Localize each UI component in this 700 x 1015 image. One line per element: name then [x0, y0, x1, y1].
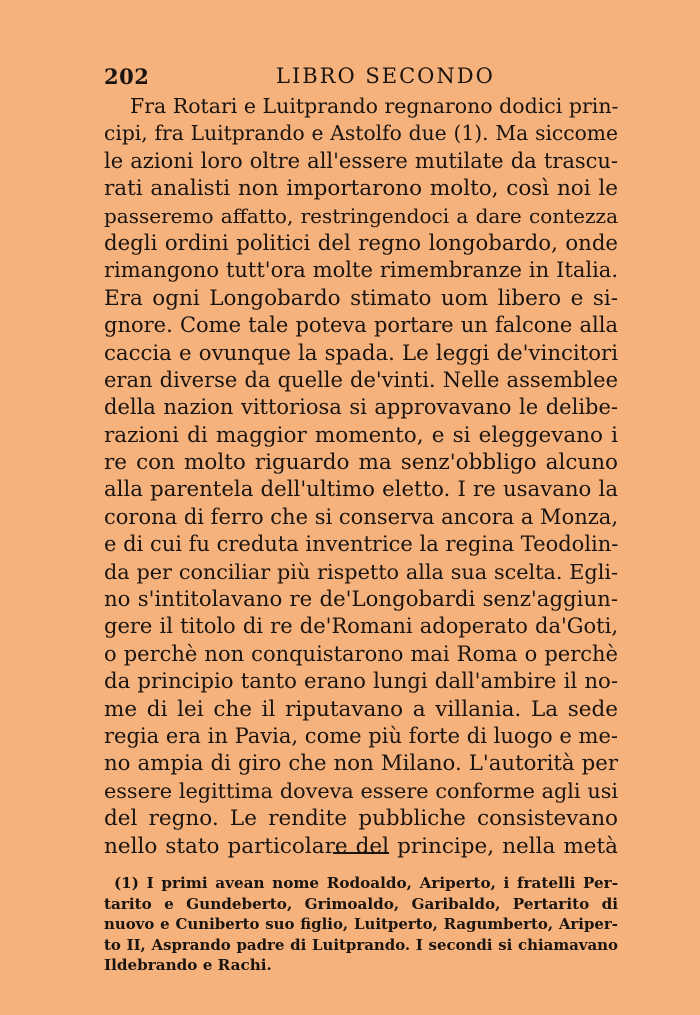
text-line: Era ogni Longobardo stimato uom libero e si-	[104, 285, 618, 311]
text-line: no s'intitolavano re de'Longobardi senz'aggiun-	[104, 587, 618, 613]
footnote	[104, 873, 618, 976]
footnote-line: to II, Asprando padre di Luitprando. I secondi si chiamavano	[104, 935, 618, 954]
text-line: da principio tanto erano lungi dall'ambire il no-	[104, 669, 618, 695]
text-line: cipi, fra Luitprando e Astolfo due (1). Ma siccome	[104, 121, 618, 146]
text-line: e di cui fu creduta inventrice la regina Teodolin-	[104, 532, 619, 557]
text-line: no ampia di giro che non Milano. L'autorità per	[104, 751, 618, 777]
text-line: Fra Rotari e Luitprando regnarono dodici prin-	[130, 94, 619, 118]
text-line: re con molto riguardo ma senz'obbligo alcuno	[104, 450, 618, 476]
text-line: rati analisti non importarono molto, così noi le	[104, 176, 618, 202]
footnote-line: Ildebrando e Rachi.	[104, 956, 272, 974]
text-line: me di lei che il riputavano a villania. La sede	[104, 696, 618, 722]
text-line: rimangono tutt'ora molte rimembranze in Italia.	[104, 258, 618, 283]
text-line: nello stato particolare del principe, nella metà	[104, 833, 618, 859]
text-line: regia era in Pavia, come più forte di luogo e me-	[104, 723, 618, 748]
text-line: passeremo affatto, restringendoci a dare contezza	[104, 203, 618, 228]
text-line: o perchè non conquistarono mai Roma o perchè	[104, 641, 618, 666]
footnote-line: nuovo e Cuniberto suo figlio, Luitperto, Ragumberto, Ariper-	[104, 915, 618, 933]
text-line: corona di ferro che si conserva ancora a Monza,	[104, 504, 618, 529]
footnote-rule	[333, 852, 389, 854]
footnote-line: tarito e Gundeberto, Grimoaldo, Garibaldo, Pertarito di	[104, 894, 618, 913]
text-line: eran diverse da quelle de'vinti. Nelle assemblee	[104, 367, 618, 392]
page-number: 202	[104, 64, 150, 89]
footnote-line: (1) I primi avean nome Rodoaldo, Ariperto, i fratelli Per-	[114, 874, 618, 892]
text-line: caccia e ovunque la spada. Le leggi de'vincitori	[104, 340, 618, 366]
text-line: da per conciliar più rispetto alla sua scelta. Egli-	[104, 559, 618, 584]
text-line: gnore. Come tale poteva portare un falcone alla	[104, 313, 618, 338]
text-line: razioni di maggior momento, e si eleggevano i	[104, 422, 618, 448]
text-line: essere legittima doveva essere conforme agli usi	[104, 778, 618, 803]
text-line: del regno. Le rendite pubbliche consistevano	[104, 806, 618, 832]
running-title: LIBRO SECONDO	[276, 64, 495, 88]
text-line: le azioni loro oltre all'essere mutilate da trascu-	[104, 148, 618, 173]
text-line: gere il titolo di re de'Romani adoperato da'Goti,	[104, 614, 618, 639]
page-header	[104, 64, 618, 94]
text-line: della nazion vittoriosa si approvavano le delibe-	[104, 395, 618, 420]
text-line: alla parentela dell'ultimo eletto. I re usavano la	[104, 477, 618, 503]
body-text	[104, 93, 618, 860]
text-line: degli ordini politici del regno longobardo, onde	[104, 230, 618, 256]
